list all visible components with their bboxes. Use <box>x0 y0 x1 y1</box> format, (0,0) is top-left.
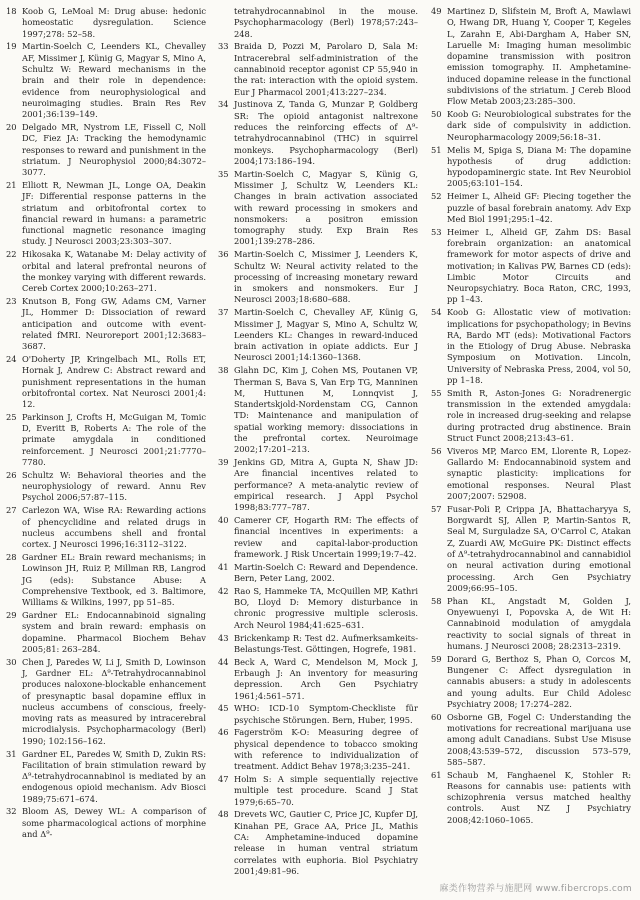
reference-number: 59 <box>431 653 442 664</box>
reference-entry <box>431 596 631 652</box>
reference-entry <box>218 774 418 808</box>
reference-number: 43 <box>218 632 229 643</box>
reference-text: Brickenkamp R: Test d2. Aufmerksamkeits-Belastungs-Test. Göttingen, Hogrefe, 1981. <box>234 632 418 654</box>
reference-text: Justinova Z, Tanda G, Munzar P, Goldberg SR: The opioid antagonist naltrexone reduces the reinforcing effects of Δ⁹-tetrahydrocannabinol (THC) in squirrel monkeys. Psychopharmacology (Berl) 2004;173:186–194. <box>234 99 418 166</box>
reference-column-2 <box>218 6 418 879</box>
reference-entry <box>431 191 631 225</box>
reference-text: Delgado MR, Nystrom LE, Fissell C, Noll DC, Fiez JA: Tracking the hemodynamic responses to reward and punishment in the striatum. J Neurophysiol 2000;84:3072–3077. <box>22 121 206 178</box>
reference-entry <box>6 470 206 504</box>
reference-text: Koob G, LeMoal M: Drug abuse: hedonic homeostatic dysregulation. Science 1997;278: 52–58. <box>22 6 206 39</box>
reference-text: Heimer L, Alheid GF: Piecing together the puzzle of basal forebrain anatomy. Adv Exp Med Biol 1991;295:1–42. <box>447 191 631 224</box>
reference-entry <box>6 749 206 805</box>
reference-entry <box>218 169 418 248</box>
reference-number: 38 <box>218 365 229 376</box>
reference-entry <box>218 586 418 631</box>
reference-entry <box>218 457 418 513</box>
reference-entry <box>431 6 631 108</box>
reference-entry <box>431 712 631 768</box>
reference-entry <box>6 610 206 655</box>
reference-number: 23 <box>6 295 17 306</box>
reference-number: 28 <box>6 551 17 562</box>
reference-entry <box>218 249 418 305</box>
reference-text: Martinez D, Slifstein M, Broft A, Mawlawi O, Hwang DR, Huang Y, Cooper T, Kegeles L, Zarahn E, Abi-Dargham A, Haber SN, Laruelle M: Imaging human mesolimbic dopamine transmission with positron emission tomography. II. Amphetamine-induced dopamine release in the functional subdivisions of the striatum. J Cereb Blood Flow Metab 2003;23:285–300. <box>447 6 631 107</box>
reference-entry <box>431 109 631 143</box>
reference-entry <box>431 227 631 306</box>
reference-text: Martin-Soelch C, Magyar S, Künig G, Missimer J, Schultz W, Leenders KL: Changes in brain activation associated with reward processing in smokers and nonsmokers: a positron emission tomography study. Exp Brain Res 2001;139:278–286. <box>234 168 418 247</box>
reference-text: WHO: ICD-10 Symptom-Checkliste für psychische Störungen. Bern, Huber, 1995. <box>234 703 418 725</box>
reference-text: Drevets WC, Gautier C, Price JC, Kupfer DJ, Kinahan PE, Grace AA, Price JL, Mathis CA: Amphetamine-induced dopamine release in human ventral striatum correlates with euphoria. Biol Psychiatry 2001;49:81–96. <box>234 809 418 876</box>
reference-number: 31 <box>6 748 17 759</box>
reference-number: 27 <box>6 505 17 516</box>
reference-entry <box>6 657 206 747</box>
reference-text: Holm S: A simple sequentially rejective multiple test procedure. Scand J Stat 1979;6:65–70. <box>234 774 418 807</box>
reference-text: Dorard G, Berthoz S, Phan O, Corcos M, Bungener C: Affect dysregulation in cannabis abusers: a study in adolescents and young adults. Eur Child Adolesc Psychiatry 2008; 17:274–282. <box>447 653 631 709</box>
reference-number: 34 <box>218 99 229 110</box>
reference-number: 35 <box>218 168 229 179</box>
reference-number: 42 <box>218 585 229 596</box>
reference-entry <box>6 41 206 120</box>
reference-text: Phan KL, Angstadt M, Golden J, Onyewuenyi I, Popovska A, de Wit H: Cannabinoid modulation of amygdala reactivity to social signals of threat in humans. J Neurosci 2008; 28:2313–2319. <box>447 595 631 651</box>
reference-number: 60 <box>431 711 442 722</box>
reference-number: 50 <box>431 109 442 120</box>
reference-entry <box>218 562 418 585</box>
reference-entry <box>6 552 206 608</box>
reference-entry <box>6 806 206 840</box>
reference-number: 61 <box>431 769 442 780</box>
reference-text: Gardner EL: Brain reward mechanisms; in Lowinson JH, Ruiz P, Millman RB, Langrod JG (eds): Substance Abuse: A Comprehensive Textbook, ed 3. Baltimore, Williams & Wilkins, 1997, pp 51–85. <box>22 551 206 608</box>
reference-number: 18 <box>6 6 17 16</box>
reference-text: Gardner EL: Endocannabinoid signaling system and brain reward: emphasis on dopamine. Pharmacol Biochem Behav 2005;81: 263–284. <box>22 609 206 654</box>
reference-number: 41 <box>218 561 229 572</box>
reference-text: Martin-Soelch C, Leenders KL, Chevalley AF, Missimer J, Künig G, Magyar S, Mino A, Schultz W: Reward mechanisms in the brain and their role in dependence: evidence from neurophysiological and neuroimaging studies. Brain Res Rev 2001;36:139–149. <box>22 41 206 120</box>
reference-number: 30 <box>6 656 17 667</box>
reference-number: 48 <box>218 809 229 820</box>
reference-number: 57 <box>431 503 442 514</box>
reference-text: Glahn DC, Kim J, Cohen MS, Poutanen VP, Therman S, Bava S, Van Erp TG, Manninen M, Huttunen M, Lonnqvist J, Standertskjold-Nordenstam CG, Cannon TD: Maintenance and manipulation of spatial working memory: dissociations in the prefrontal cortex. Neuroimage 2002;17:201–213. <box>234 365 418 455</box>
reference-number: 55 <box>431 387 442 398</box>
reference-entry <box>218 99 418 167</box>
reference-number: 51 <box>431 144 442 155</box>
reference-entry <box>218 41 418 97</box>
reference-text: Viveros MP, Marco EM, Llorente R, Lopez-Gallardo M: Endocannabinoid system and synaptic plasticity: implications for emotional responses. Neural Plast 2007;2007: 52908. <box>447 445 631 501</box>
reference-number: 44 <box>218 656 229 667</box>
reference-number: 46 <box>218 727 229 738</box>
reference-entry <box>6 505 206 550</box>
reference-entry <box>218 727 418 772</box>
reference-entry <box>431 770 631 826</box>
reference-text: Hikosaka K, Watanabe M: Delay activity of orbital and lateral prefrontal neurons of the monkey varying with different rewards. Cereb Cortex 2000;10:263–271. <box>22 249 206 294</box>
reference-text: Carlezon WA, Wise RA: Rewarding actions of phencyclidine and related drugs in nucleus accumbens shell and frontal cortex. J Neurosci 1996;16:3112–3122. <box>22 505 206 550</box>
reference-entry <box>6 180 206 248</box>
reference-number: 53 <box>431 226 442 237</box>
reference-entry <box>431 388 631 444</box>
reference-number: 54 <box>431 307 442 318</box>
watermark-text: 麻类作物营养与施肥网 www.fibercrops.com <box>439 884 632 894</box>
reference-entry <box>218 6 418 40</box>
reference-text: Schultz W: Behavioral theories and the neurophysiology of reward. Annu Rev Psychol 2006;57:87–115. <box>22 469 206 503</box>
reference-entry <box>218 365 418 455</box>
reference-text: O'Doherty JP, Kringelbach ML, Rolls ET, Hornak J, Andrew C: Abstract reward and punishment representations in the human orbitofrontal cortex. Nat Neurosci 2001;4: 12. <box>22 353 206 410</box>
reference-text: Rao S, Hammeke TA, McQuillen MP, Kathri BO, Lloyd D: Memory disturbance in chronic progressive multiple sclerosis. Arch Neurol 1984;41:625–631. <box>234 585 418 630</box>
reference-number: 45 <box>218 703 229 714</box>
reference-text: Koob G: Allostatic view of motivation: implications for psychopathology; in Bevins RA, Bardo MT (eds): Motivational Factors in the Etiology of Drug Abuse. Nebraska Symposium on Motivation. Lincoln, University of Nebraska Press, 2004, vol 50, pp 1–18. <box>447 307 631 385</box>
reference-text: Bloom AS, Dewey WL: A comparison of some pharmacological actions of morphine and Δ⁹- <box>22 806 206 840</box>
reference-text: Jenkins GD, Mitra A, Gupta N, Shaw JD: Are financial incentives related to performance? A meta-analytic review of empirical research. J Appl Psychol 1998;83:777–787. <box>234 457 418 513</box>
reference-number: 40 <box>218 515 229 526</box>
reference-text: Martin-Soelch C: Reward and Dependence. Bern, Peter Lang, 2002. <box>234 561 418 584</box>
reference-text: Camerer CF, Hogarth RM: The effects of financial incentives in experiments: a review and capital-labor-production framework. J Risk Uncertain 1999;19:7–42. <box>234 515 418 559</box>
reference-text: tetrahydrocannabinol in the mouse. Psychopharmacology (Berl) 1978;57:243–248. <box>234 6 418 39</box>
reference-number: 56 <box>431 445 442 456</box>
reference-entry <box>218 515 418 560</box>
reference-entry <box>431 307 631 386</box>
reference-number: 21 <box>6 179 17 190</box>
reference-number: 52 <box>431 191 442 202</box>
reference-entry <box>6 296 206 352</box>
reference-entry <box>431 654 631 710</box>
reference-entry <box>218 307 418 363</box>
reference-number: 39 <box>218 457 229 468</box>
reference-entry <box>218 703 418 726</box>
reference-number: 24 <box>6 353 17 364</box>
reference-number: 58 <box>431 595 442 606</box>
reference-text: Parkinson J, Crofts H, McGuigan M, Tomic D, Everitt B, Roberts A: The role of the primate amygdala in conditioned reinforcement. J Neurosci 2001;21:7770–7780. <box>22 411 206 468</box>
reference-text: Braida D, Pozzi M, Parolaro D, Sala M: Intracerebral self-administration of the cannabinoid receptor agonist CP 55,940 in the rat: interaction with the opioid system. Eur J Pharmacol 2001;413:227–234. <box>234 41 418 97</box>
reference-text: Chen J, Paredes W, Li J, Smith D, Lowinson J, Gardner EL: Δ⁹-Tetrahydrocannabinol produces naloxone-blockable enhancement of presynaptic basal dopamine efflux in nucleus accumbens of conscious, freely-moving rats as measured by intracerebral microdialysis. Psychopharmacology (Berl) 1990; 102:156–162. <box>22 656 206 746</box>
reference-text: Elliott R, Newman JL, Longe OA, Deakin JF: Differential response patterns in the striatum and orbitofrontal cortex to financial reward in humans: a parametric functional magnetic resonance imaging study. J Neurosci 2003;23:303–307. <box>22 179 206 247</box>
reference-text: Melis M, Spiga S, Diana M: The dopamine hypothesis of drug addiction: hypodopaminergic state. Int Rev Neurobiol 2005;63:101–154. <box>447 144 631 189</box>
reference-entry <box>218 633 418 656</box>
reference-entry <box>6 412 206 468</box>
reference-entry <box>218 657 418 702</box>
reference-text: Fagerström K-O: Measuring degree of physical dependence to tobacco smoking with reference to individualization of treatment. Addict Behav 1978;3:235–241. <box>234 727 418 772</box>
reference-number: 32 <box>6 806 17 817</box>
reference-number: 36 <box>218 249 229 260</box>
reference-text: Osborne GB, Fogel C: Understanding the motivations for recreational marijuana use among adult Canadians. Subst Use Misuse 2008;43:539–572, discussion 573–579, 585–587. <box>447 711 631 767</box>
reference-number: 22 <box>6 249 17 260</box>
reference-entry <box>431 446 631 502</box>
reference-number: 49 <box>431 6 442 16</box>
reference-number: 37 <box>218 307 229 318</box>
reference-entry <box>431 504 631 594</box>
reference-column-3 <box>431 6 631 828</box>
reference-text: Koob G: Neurobiological substrates for the dark side of compulsivity in addiction. Neuropharmacology 2009;56:18–31. <box>447 109 631 142</box>
reference-column-1 <box>6 6 206 842</box>
reference-entry <box>218 809 418 877</box>
reference-text: Beck A, Ward C, Mendelson M, Mock J, Erbaugh J: An inventory for measuring depression. Arch Gen Psychiatry 1961;4:561–571. <box>234 656 418 701</box>
reference-text: Schaub M, Fanghaenel K, Stohler R: Reasons for cannabis use: patients with schizophrenia versus matched healthy controls. Aust NZ J Psychiatry 2008;42:1060–1065. <box>447 769 631 825</box>
reference-text: Smith R, Aston-Jones G: Noradrenergic transmission in the extended amygdala: role in increased drug-seeking and relapse during protracted drug abstinence. Brain Struct Funct 2008;213:43–61. <box>447 387 631 443</box>
reference-number: 33 <box>218 41 229 52</box>
reference-text: Martin-Soelch C, Missimer J, Leenders K, Schultz W: Neural activity related to the processing of increasing monetary reward in smokers and nonsmokers. Eur J Neurosci 2003;18:680–688. <box>234 249 418 305</box>
reference-number: 47 <box>218 774 229 785</box>
reference-entry <box>431 145 631 190</box>
reference-entry <box>6 122 206 178</box>
reference-number: 20 <box>6 121 17 132</box>
reference-text: Heimer L, Alheid GF, Zahm DS: Basal forebrain organization: an anatomical framework for motor aspects of drive and motivation; in Kalivas PW, Barnes CD (eds): Limbic Motor Circuits and Neuropsychiatry. Boca Raton, CRC, 1993, pp 1–43. <box>447 226 631 305</box>
reference-text: Fusar-Poli P, Crippa JA, Bhattacharyya S, Borgwardt SJ, Allen P, Martin-Santos R, Seal M, Surguladze SA, O'Carrol C, Atakan Z, Zuardi AW, McGuire PK: Distinct effects of Δ⁹-tetrahydrocannabinol and cannabidiol on neural activation during emotional processing. Arch Gen Psychiatry 2009;66:95–105. <box>447 503 631 593</box>
reference-entry <box>6 249 206 294</box>
reference-number: 25 <box>6 411 17 422</box>
reference-text: Gardner EL, Paredes W, Smith D, Zukin RS: Facilitation of brain stimulation reward by Δ⁹-tetrahydrocannabinol is mediated by an endogenous opioid mechanism. Adv Biosci 1989;75:671–674. <box>22 748 206 804</box>
reference-number: 29 <box>6 609 17 620</box>
reference-number: 26 <box>6 469 17 480</box>
reference-entry <box>6 6 206 40</box>
reference-text: Martin-Soelch C, Chevalley AF, Künig G, Missimer J, Magyar S, Mino A, Schultz W, Leenders KL: Changes in reward-induced brain activation in opiate addicts. Eur J Neurosci 2001;14:1360–1368. <box>234 307 418 363</box>
reference-entry <box>6 354 206 410</box>
reference-text: Knutson B, Fong GW, Adams CM, Varner JL, Hommer D: Dissociation of reward anticipation and outcome with event-related fMRI. Neuroreport 2001;12:3683–3687. <box>22 295 206 352</box>
reference-number: 19 <box>6 41 17 52</box>
